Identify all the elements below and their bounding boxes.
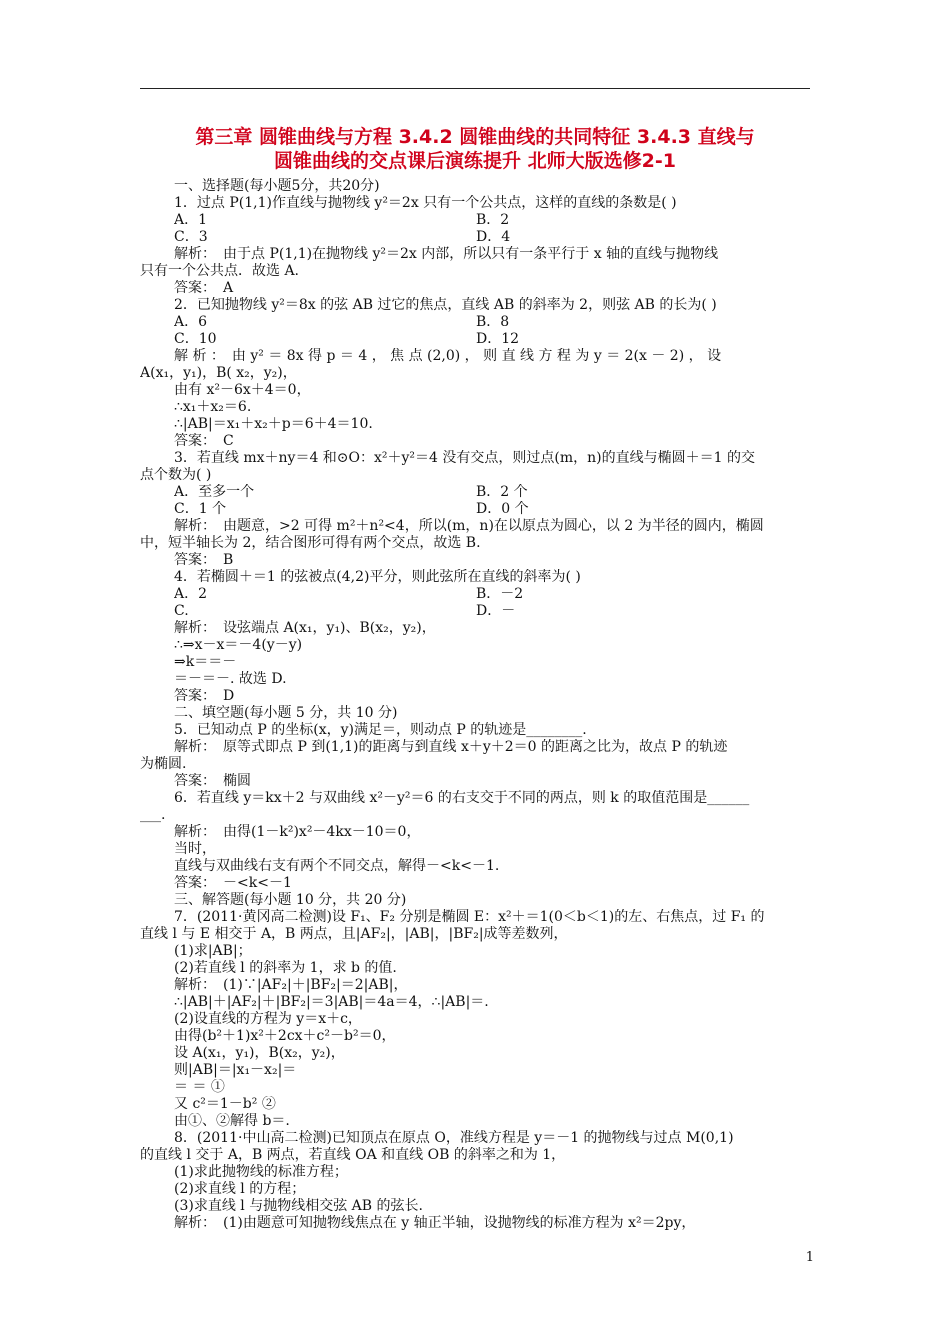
document-title-line-2: 圆锥曲线的交点课后演练提升 北师大版选修2-1 [274,150,676,172]
text-line: ＝－＝－. 故选 D. [174,671,287,687]
text-line: 解析： 由于点 P(1,1)在抛物线 y²＝2x 内部，所以只有一条平行于 x 轴的直线与抛物线 [174,246,719,262]
text-line: (2)若直线 l 的斜率为 1，求 b 的值. [174,960,397,976]
text-line: (2)设直线的方程为 y＝x＋c， [174,1011,362,1027]
text-line: ∴|AB|＋|AF₂|＋|BF₂|＝3|AB|＝4a＝4，∴|AB|＝. [174,994,489,1010]
text-line: A．6 [174,314,208,330]
text-line: C．10 [174,331,217,347]
text-line: D．0 个 [476,501,529,517]
text-line: 4．若椭圆＋＝1 的弦被点(4,2)平分，则此弦所在直线的斜率为( ) [174,569,581,585]
text-line: ___. [140,807,166,823]
text-line: (1)求|AB|； [174,943,252,959]
text-line: 由有 x²－6x＋4＝0， [174,382,311,398]
page-number: 1 [805,1250,814,1265]
text-line: 答案： 椭圆 [174,773,251,789]
text-line: (2)求直线 l 的方程； [174,1181,306,1197]
text-line: ∴⇒x－x＝－4(y－y) [174,637,303,653]
text-line: D．4 [476,229,511,245]
text-line: 的直线 l 交于 A，B 两点，若直线 OA 和直线 OB 的斜率之和为 1， [140,1147,566,1163]
text-line: ＝ ＝ ① [174,1079,225,1095]
text-line: A．2 [174,586,208,602]
text-line: 又 c²＝1－b² ② [174,1096,276,1112]
text-line: 解 析 ： 由 y² ＝ 8x 得 p ＝ 4 ， 焦 点 (2,0) ， 则 直 线 方 程 为 y ＝ 2(x － 2) ， 设 [174,348,722,364]
text-line: 解析： 设弦端点 A(x₁，y₁)、B(x₂，y₂)， [174,620,436,636]
text-line: 由得(b²＋1)x²＋2cx＋c²－b²＝0， [174,1028,396,1044]
text-line: 解析： (1)∵|AF₂|＋|BF₂|＝2|AB|， [174,977,408,993]
text-line: 答案： －<k<－1 [174,875,292,891]
text-line: 直线 l 与 E 相交于 A，B 两点，且|AF₂|，|AB|，|BF₂|成等差数列， [140,926,568,942]
text-line: 中，短半轴长为 2，结合图形可得有两个交点，故选 B. [140,535,481,551]
text-line: 一、选择题(每小题5分，共20分) [174,178,380,194]
text-line: 7．(2011·黄冈高二检测)设 F₁、F₂ 分别是椭圆 E：x²＋＝1(0＜b＜1)的左、右焦点，过 F₁ 的 [174,909,765,925]
text-line: 当时， [174,841,216,857]
text-line: 三、解答题(每小题 10 分，共 20 分) [174,892,407,908]
text-line: 点个数为( ) [140,467,212,483]
text-line: C．1 个 [174,501,227,517]
text-line: A．至多一个 [174,484,255,500]
text-line: B．2 [476,212,510,228]
text-line: C．3 [174,229,208,245]
text-line: ∴|AB|＝x₁＋x₂＋p＝6＋4＝10. [174,416,373,432]
text-line: (1)求此抛物线的标准方程； [174,1164,348,1180]
text-line: (3)求直线 l 与抛物线相交弦 AB 的弦长. [174,1198,423,1214]
document-title-line-1: 第三章 圆锥曲线与方程 3.4.2 圆锥曲线的共同特征 3.4.3 直线与 [195,126,755,148]
text-line: 直线与双曲线右支有两个不同交点，解得－<k<－1. [174,858,500,874]
text-line: ⇒k＝＝－ [174,654,237,670]
text-line: B．－2 [476,586,524,602]
text-line: 2．已知抛物线 y²＝8x 的弦 AB 过它的焦点，直线 AB 的斜率为 2，则弦 AB 的长为( ) [174,297,717,313]
text-line: 答案： C [174,433,234,449]
text-line: 解析： 原等式即点 P 到(1,1)的距离与到直线 x＋y＋2＝0 的距离之比为，故点 P 的轨迹 [174,739,728,755]
text-line: 答案： D [174,688,235,704]
text-line: 6．若直线 y＝kx＋2 与双曲线 x²－y²＝6 的右支交于不同的两点，则 k 的取值范围是______ [174,790,750,806]
text-line: 8．(2011·中山高二检测)已知顶点在原点 O，准线方程是 y＝－1 的抛物线与过点 M(0,1) [174,1130,734,1146]
text-line: 答案： B [174,552,234,568]
text-line: A(x₁，y₁)，B( x₂，y₂)， [140,365,297,381]
text-line: 解析： 由得(1－k²)x²－4kx－10＝0， [174,824,421,840]
header-rule [140,88,810,89]
text-line: C. [174,603,189,619]
text-line: 3．若直线 mx＋ny＝4 和⊙O：x²＋y²＝4 没有交点，则过点(m，n)的直线与椭圆＋＝1 的交 [174,450,755,466]
text-line: 则|AB|＝|x₁－x₂|＝ [174,1062,297,1078]
text-line: D．－ [476,603,516,619]
text-line: ∴x₁＋x₂＝6. [174,399,252,415]
text-line: 解析： (1)由题意可知抛物线焦点在 y 轴正半轴，设抛物线的标准方程为 x²＝2py， [174,1215,696,1231]
text-line: 1．过点 P(1,1)作直线与抛物线 y²＝2x 只有一个公共点，这样的直线的条数是( ) [174,195,677,211]
text-line: 由①、②解得 b＝. [174,1113,290,1129]
text-line: 解析： 由题意，>2 可得 m²＋n²<4，所以(m，n)在以原点为圆心，以 2 为半径的圆内，椭圆 [174,518,764,534]
text-line: 设 A(x₁，y₁)，B(x₂，y₂)， [174,1045,345,1061]
text-line: B．8 [476,314,510,330]
text-line: D．12 [476,331,520,347]
text-line: 二、填空题(每小题 5 分，共 10 分) [174,705,398,721]
text-line: 5．已知动点 P 的坐标(x，y)满足＝，则动点 P 的轨迹是________. [174,722,587,738]
text-line: 为椭圆. [140,756,187,772]
text-line: A．1 [174,212,208,228]
text-line: B．2 个 [476,484,528,500]
text-line: 只有一个公共点．故选 A. [140,263,300,279]
text-line: 答案： A [174,280,234,296]
